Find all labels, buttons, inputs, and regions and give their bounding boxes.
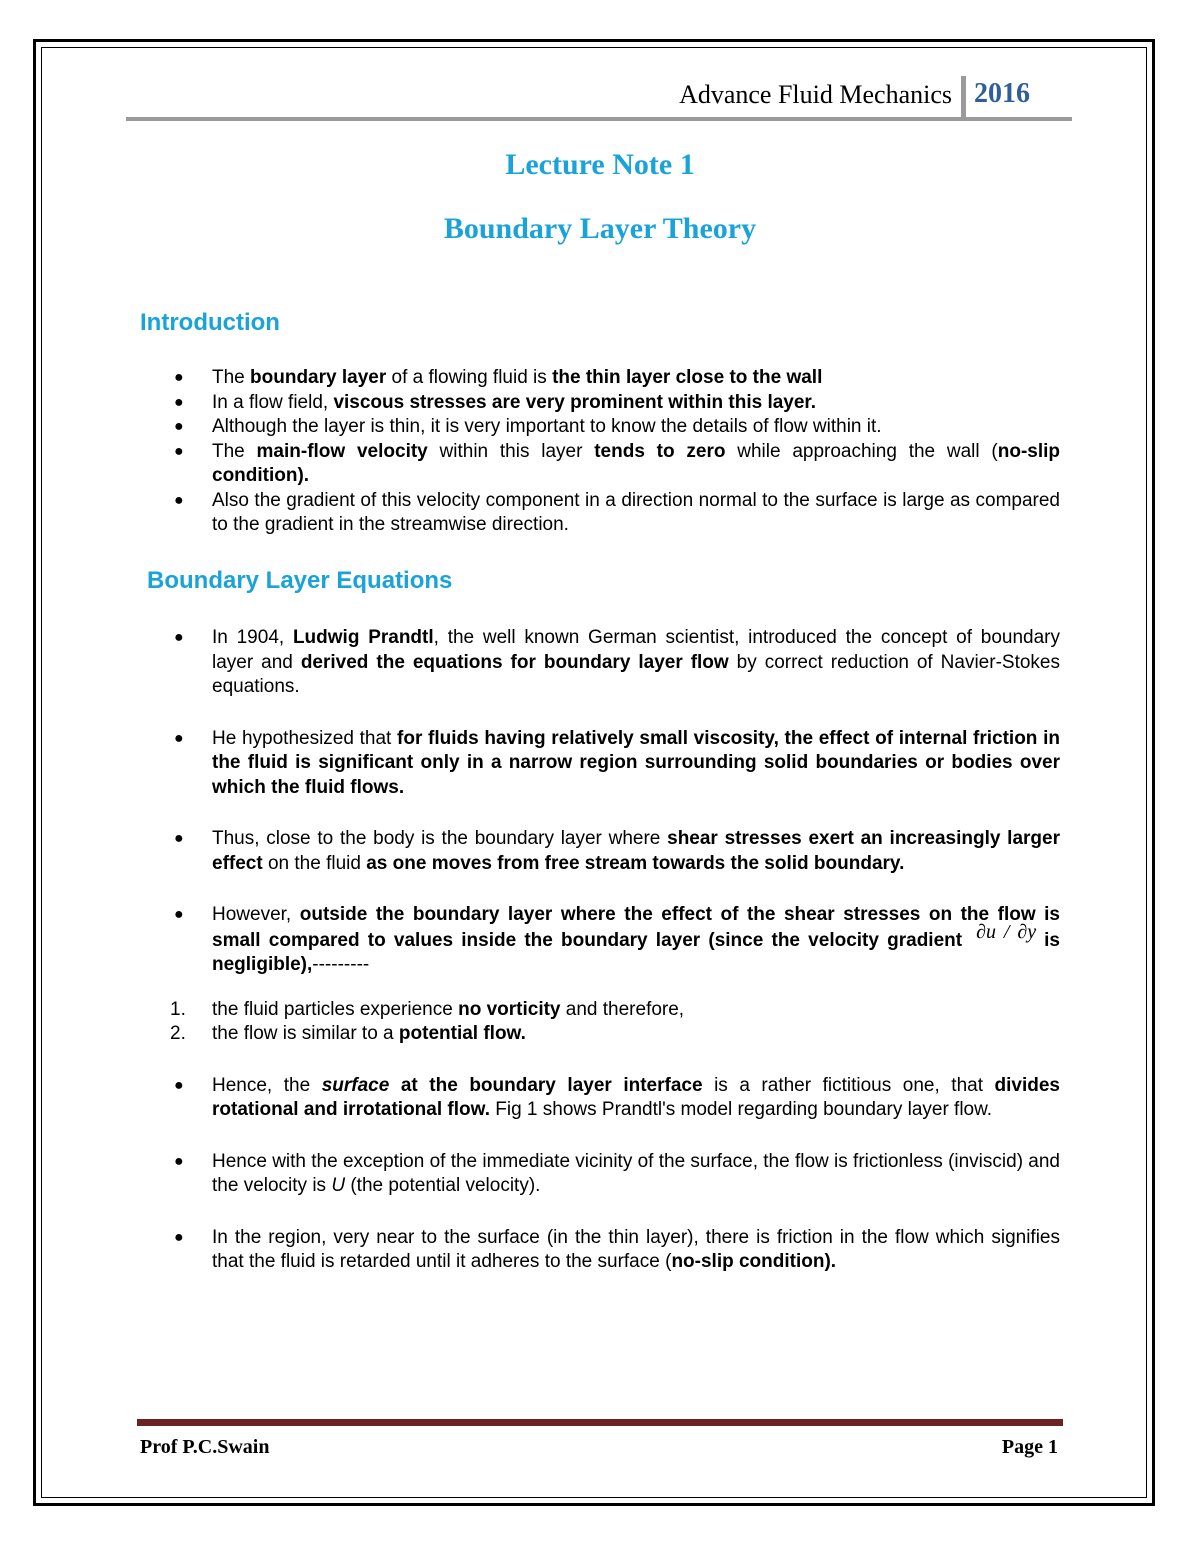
item-number: 2. xyxy=(170,1023,186,1044)
list-item: ● In 1904, Ludwig Prandtl, the well known German scientist, introduced the concept of boundary layer and derived the equations for boundary layer flow by correct reduction of Navier-Stokes equations. xyxy=(174,627,1060,697)
topic-title: Boundary Layer Theory xyxy=(443,212,757,245)
bullet-icon: ● xyxy=(174,629,184,646)
bullet-icon: ● xyxy=(174,1152,184,1170)
footer-rule xyxy=(137,1419,1063,1426)
list-item: ● Hence with the exception of the immediate vicinity of the surface, the flow is frictionless (inviscid) and the velocity is U (the potential velocity). xyxy=(174,1150,1060,1196)
bullet-icon: ● xyxy=(174,491,184,509)
bullet-icon: ● xyxy=(174,906,184,923)
course-year: 2016 xyxy=(974,78,1030,109)
bullet-icon: ● xyxy=(174,1228,184,1246)
bullet-icon: ● xyxy=(174,830,184,847)
footer-page-number: Page 1 xyxy=(1001,1436,1058,1458)
list-item: ● The main-flow velocity within this layer tends to zero while approaching the wall (no-slip condition). xyxy=(174,440,1061,486)
course-title: Advance Fluid Mechanics xyxy=(679,80,952,109)
list-item: ● Also the gradient of this velocity component in a direction normal to the surface is large as compared to the gradient in the streamwise direction. xyxy=(174,489,1060,535)
list-item: ● He hypothesized that for fluids having relatively small viscosity, the effect of internal friction in the fluid is significant only in a narrow region surrounding solid boundaries or bodies over which the fluid flows. xyxy=(174,727,1060,798)
list-item: ● However, outside the boundary layer where the effect of the shear stresses on the flow is small compared to values inside the boundary layer (since the velocity gradient ∂u / ∂y is negligible),--------- xyxy=(174,904,1060,975)
intro-list xyxy=(170,366,1060,538)
bullet-icon: ● xyxy=(174,418,184,435)
intro-heading: Introduction xyxy=(140,309,280,336)
list-item: ● In a flow field, viscous stresses are very prominent within this layer. xyxy=(170,391,1060,416)
bullet-icon: ● xyxy=(174,1076,184,1094)
equations-heading: Boundary Layer Equations xyxy=(147,567,453,594)
numbered-item: 2. the flow is similar to a potential flow. xyxy=(170,1022,1060,1047)
header-separator xyxy=(961,76,966,118)
lecture-title: Lecture Note 1 xyxy=(505,148,695,181)
bullet-icon: ● xyxy=(174,369,184,386)
numbered-item: 1. the fluid particles experience no vorticity and therefore, xyxy=(170,998,1060,1023)
bullet-icon: ● xyxy=(174,442,184,460)
list-item: ● Although the layer is thin, it is very important to know the details of flow within it. xyxy=(170,415,1060,440)
header-rule xyxy=(126,117,1072,121)
velocity-gradient-symbol: ∂u / ∂y xyxy=(976,920,1037,943)
list-item: ● Hence, the surface at the boundary layer interface is a rather fictitious one, that divides rotational and irrotational flow. Fig 1 shows Prandtl's model regarding boundary layer flow. xyxy=(174,1074,1061,1120)
list-item: ● Thus, close to the body is the boundary layer where shear stresses exert an increasingly larger effect on the fluid as one moves from free stream towards the solid boundary. xyxy=(174,828,1060,874)
footer-author: Prof P.C.Swain xyxy=(140,1436,270,1458)
bullet-icon: ● xyxy=(174,393,184,411)
page-header xyxy=(500,76,1040,116)
equations-list xyxy=(170,626,1060,1302)
bullet-icon: ● xyxy=(174,729,184,747)
list-item: ● The boundary layer of a flowing fluid is the thin layer close to the wall xyxy=(170,366,1060,391)
list-item: ● In the region, very near to the surface (in the thin layer), there is friction in the flow which signifies that the fluid is retarded until it adheres to the surface (no-slip condition). xyxy=(174,1226,1060,1272)
item-number: 1. xyxy=(170,998,186,1020)
